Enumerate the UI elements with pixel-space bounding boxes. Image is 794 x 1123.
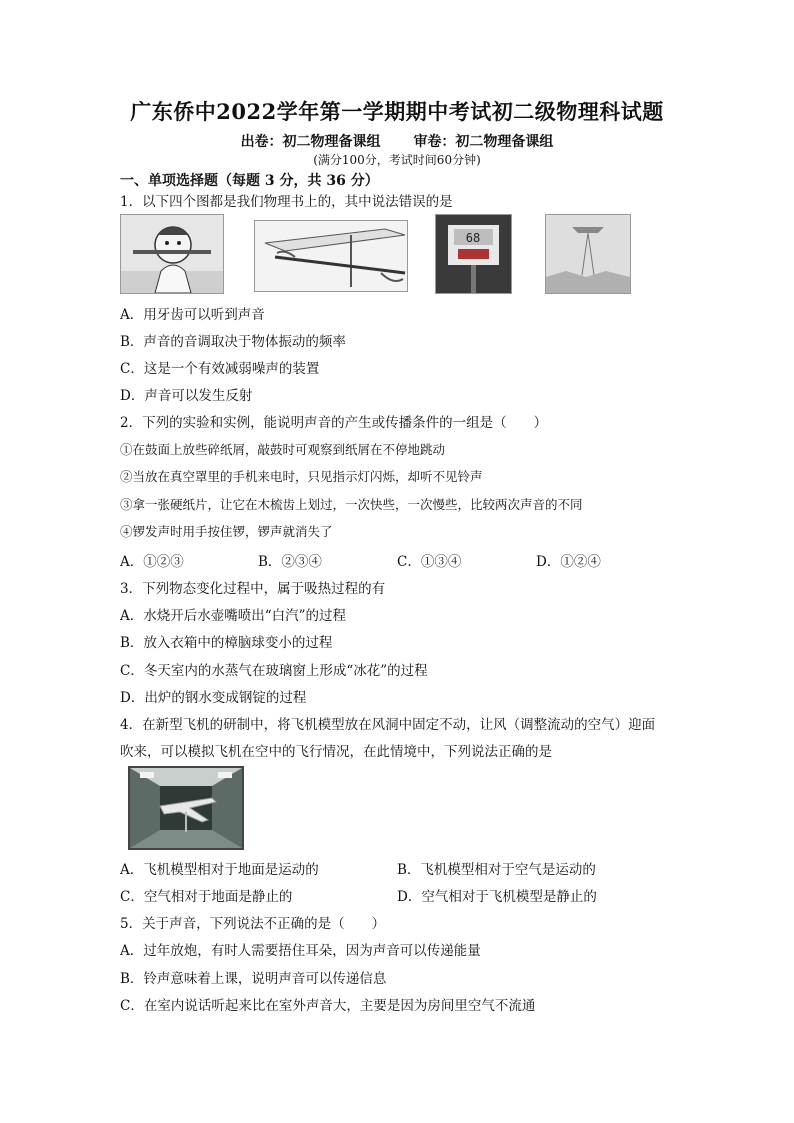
section-heading: 一、单项选择题（每题 3 分，共 36 分） (120, 173, 379, 189)
q2-statement-1: ①在鼓面上放些碎纸屑，敲鼓时可观察到纸屑在不停地跳动 (120, 442, 446, 457)
q4-stem-line1: 4．在新型飞机的研制中，将飞机模型放在风洞中固定不动，让风（调整流动的空气）迎面 (120, 717, 656, 733)
q1-stem: 1．以下四个图都是我们物理书上的，其中说法错误的是 (120, 194, 453, 210)
q1-option-b: B．声音的音调取决于物体振动的频率 (120, 334, 346, 350)
reviewer-label: 审卷：初二物理备课组 (413, 134, 554, 150)
wind-tunnel-plane-icon (128, 766, 244, 850)
q2-option-b: B．②③④ (258, 554, 322, 570)
q3-option-b: B．放入衣箱中的樟脑球变小的过程 (120, 635, 333, 651)
ship-sonar-icon (545, 214, 631, 294)
q2-stem: 2．下列的实验和实例，能说明声音的产生或传播条件的一组是（ ） (120, 415, 548, 431)
q5-option-b: B．铃声意味着上课，说明声音可以传递信息 (120, 971, 387, 987)
q5-option-a: A．过年放炮，有时人需要捂住耳朵，因为声音可以传递能量 (120, 943, 481, 959)
q4-stem-line2: 吹来，可以模拟飞机在空中的飞行情况，在此情境中，下列说法正确的是 (120, 744, 552, 760)
q5-stem: 5．关于声音，下列说法不正确的是（ ） (120, 916, 386, 932)
page-title: 广东侨中2022学年第一学期期中考试初二级物理科试题 (130, 99, 664, 124)
ruler-on-table-icon (254, 220, 408, 292)
q2-option-c: C．①③④ (397, 554, 462, 570)
q2-statement-4: ④锣发声时用手按住锣，锣声就消失了 (120, 524, 333, 539)
q1-option-c: C．这是一个有效减弱噪声的装置 (120, 361, 320, 377)
q3-option-c: C．冬天室内的水蒸气在玻璃窗上形成“冰花”的过程 (120, 663, 428, 679)
q3-option-d: D．出炉的钢水变成钢锭的过程 (120, 690, 307, 706)
q2-statement-2: ②当放在真空罩里的手机来电时，只见指示灯闪烁，却听不见铃声 (120, 469, 483, 484)
boy-biting-stick-icon (120, 214, 224, 294)
q5-option-c: C．在室内说话听起来比在室外声音大，主要是因为房间里空气不流通 (120, 998, 536, 1014)
q4-option-d: D．空气相对于飞机模型是静止的 (397, 889, 597, 905)
q2-option-a: A．①②③ (120, 554, 184, 570)
exam-note: (满分100分，考试时间60分钟) (313, 153, 481, 167)
setter-label: 出卷：初二物理备课组 (240, 134, 381, 150)
q3-stem: 3．下列物态变化过程中，属于吸热过程的有 (120, 581, 386, 597)
q3-option-a: A．水烧开后水壶嘴喷出“白汽”的过程 (120, 608, 347, 624)
q1-option-d: D．声音可以发生反射 (120, 388, 253, 404)
q2-option-d: D．①②④ (536, 554, 601, 570)
q2-statement-3: ③拿一张硬纸片，让它在木梳齿上划过，一次快些，一次慢些，比较两次声音的不同 (120, 497, 583, 512)
noise-meter-icon (435, 214, 512, 294)
q4-option-a: A．飞机模型相对于地面是运动的 (120, 862, 319, 878)
authors-line (0, 131, 794, 151)
q1-option-a: A．用牙齿可以听到声音 (120, 307, 265, 323)
noise-reading: 68 (465, 231, 481, 245)
q4-option-c: C．空气相对于地面是静止的 (120, 889, 293, 905)
q4-option-b: B．飞机模型相对于空气是运动的 (397, 862, 596, 878)
